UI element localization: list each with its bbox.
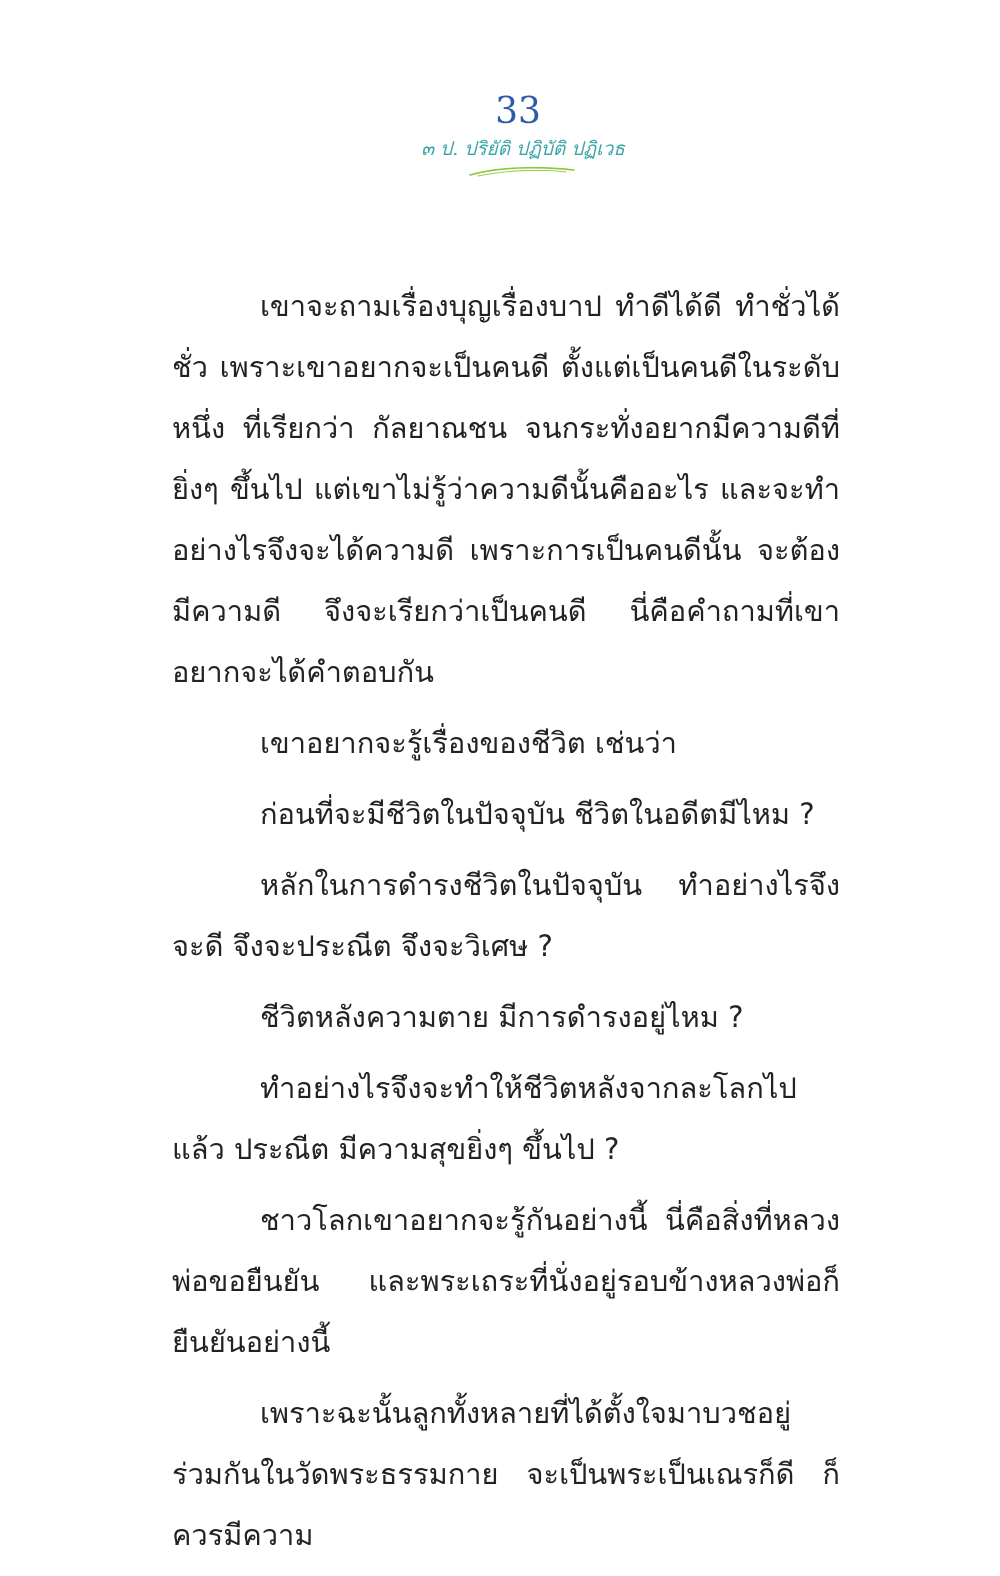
body-text (172, 276, 840, 1576)
paragraph: ก่อนที่จะมีชีวิตในปัจจุบัน ชีวิตในอดีตมีไหม ? (260, 797, 815, 831)
paragraph: เขาจะถามเรื่องบุญเรื่องบาป ทำดีได้ดี ทำชั่วได้ชั่ว เพราะเขาอยากจะเป็นคนดี ตั้งแต่เป็นคนดีในระดับหนึ่ง ที่เรียกว่า กัลยาณชน จนกระทั่งอยากมีความดีที่ยิ่งๆ ขึ้นไป แต่เขาไม่รู้ว่าความดีนั้นคืออะไร และจะทำอย่างไรจึงจะได้ความดี เพราะการเป็นคนดีนั้น จะต้องมีความดี จึงจะเรียกว่าเป็นคนดี นี่คือคำถามที่เขาอยากจะได้คำตอบกัน (172, 289, 840, 689)
paragraph: เขาอยากจะรู้เรื่องของชีวิต เช่นว่า (260, 726, 677, 760)
paragraph: ชาวโลกเขาอยากจะรู้กันอย่างนี้ นี่คือสิ่งที่หลวงพ่อขอยืนยัน และพระเถระที่นั่งอยู่รอบข้างหลวงพ่อก็ยืนยันอย่างนี้ (172, 1203, 840, 1359)
paragraph: หลักในการดำรงชีวิตในปัจจุบัน ทำอย่างไรจึงจะดี จึงจะประณีต จึงจะวิเศษ ? (172, 868, 840, 963)
page-number: 33 (495, 91, 541, 132)
decorative-swoosh-icon (468, 164, 576, 178)
paragraph: เพราะฉะนั้นลูกทั้งหลายที่ได้ตั้งใจมาบวชอยู่ร่วมกันในวัดพระธรรมกาย จะเป็นพระเป็นเณรก็ดี ก็ควรมีความ (172, 1396, 840, 1552)
paragraph: ชีวิตหลังความตาย มีการดำรงอยู่ไหม ? (260, 1000, 744, 1034)
page-header (0, 92, 1000, 162)
paragraph: ทำอย่างไรจึงจะทำให้ชีวิตหลังจากละโลกไปแล้ว ประณีต มีความสุขยิ่งๆ ขึ้นไป ? (172, 1071, 797, 1166)
running-title: ๓ ป. ปริยัติ ปฏิบัติ ปฏิเวธ (421, 138, 625, 160)
